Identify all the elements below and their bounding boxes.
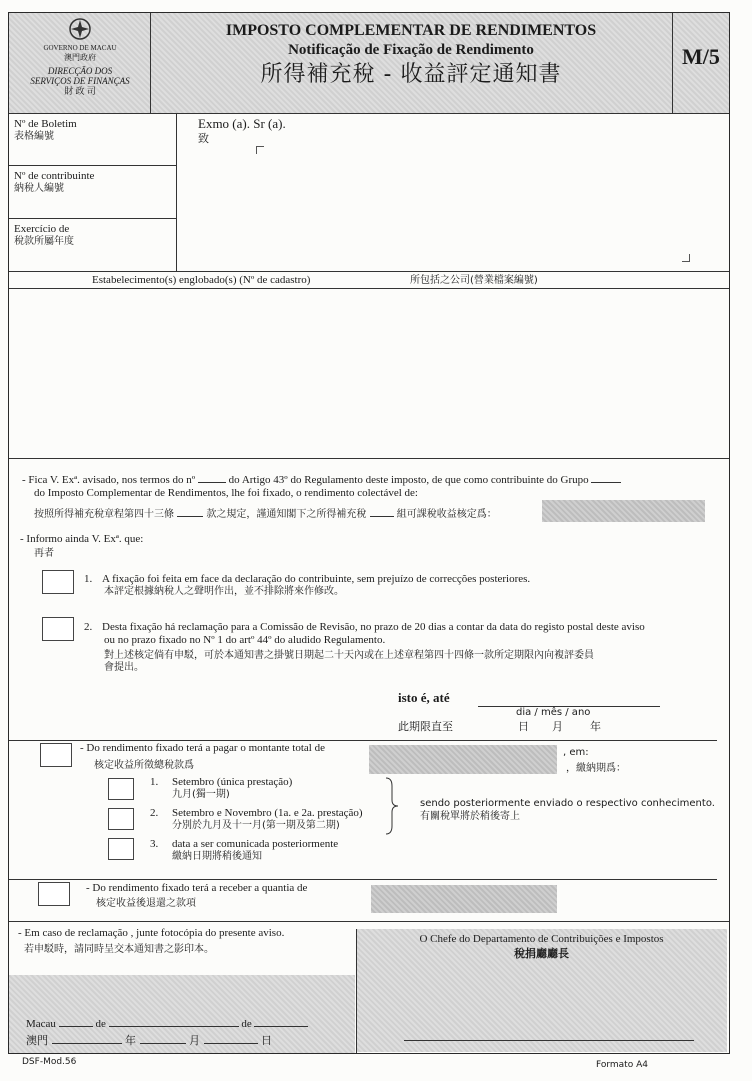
address-window-corner-br (682, 254, 690, 262)
payment-item-1-checkbox[interactable] (108, 778, 134, 800)
contribuinte-field[interactable] (14, 170, 174, 215)
payment-checkbox[interactable] (40, 743, 72, 767)
refund-amount-field[interactable] (371, 885, 557, 913)
deadline-zh-year: 年 (590, 720, 601, 733)
payment-item-1: 1. Setembro (única prestação) 九月(獨一期) (150, 776, 293, 800)
notice-line-2: do Imposto Complementar de Rendimentos, lhe foi fixado, o rendimento colectável de: (34, 487, 418, 499)
header-titles (152, 22, 670, 90)
title-portuguese-2: Notificação de Fixação de Rendimento (288, 42, 534, 58)
logo-line-5: 財 政 司 (64, 86, 96, 96)
signature-title-pt: O Chefe do Departamento de Contribuições e Impostos (419, 933, 664, 945)
title-chinese: 所得補充稅 - 收益評定通知書 (260, 62, 562, 87)
notice-zh-group-blank[interactable] (370, 507, 394, 517)
establishments-label-zh: 所包括之公司(營業檔案編號) (410, 275, 538, 286)
address-window-corner (256, 146, 264, 154)
payment-em-zh: ，繳納期爲： (566, 763, 626, 774)
payment-pt: - Do rendimento fixado terá a pagar o montante total de (80, 742, 325, 754)
logo-line-4: SERVIÇOS DE FINANÇAS (30, 76, 130, 86)
place-day-blank[interactable] (59, 1017, 93, 1027)
option-2: 2. Desta fixação há reclamação para a Comissão de Revisão, no prazo de 20 dias a contar da data do registo postal deste aviso ou no prazo fixado no Nº 1 do artº 44º do aludido Regulamento. 對上述核定倘有申駁，可於本通知書之掛號日期起二十天內或在上述章程第四十四條一款所定期限內向複評委員 會提出。 (84, 621, 645, 673)
refund-checkbox[interactable] (38, 882, 70, 906)
deadline-date-format: dia / mês / ano (516, 707, 591, 718)
claim-zh: 若申駁時，請同時呈交本通知書之影印本。 (24, 944, 214, 955)
form-code: M/5 (682, 44, 720, 69)
signature-line (404, 1040, 694, 1041)
establishments-header (92, 274, 692, 287)
boletim-field[interactable] (14, 118, 174, 163)
place-date-zh: 澳門 年 月 日 (26, 1034, 272, 1047)
deadline-zh-month: 月 (552, 720, 563, 733)
payment-item-2: 2. Setembro e Novembro (1a. e 2a. prestação) 分別於九月及十一月(第一期及第二期) (150, 807, 363, 831)
deadline-pt: isto é, até (398, 690, 450, 705)
emblem-icon (67, 16, 93, 42)
notice-zh-paragraph-blank[interactable] (177, 507, 203, 517)
inform-pt: - Informo ainda V. Exª. que: (20, 533, 144, 545)
payment-em-pt: , em: (563, 747, 589, 758)
notice-article-number-blank[interactable] (198, 473, 226, 483)
notice-line-3: 按照所得補充稅章程第四十三條 款之規定，謹通知閣下之所得補充稅 組可課稅收益核定爲： (34, 509, 497, 520)
income-amount-field[interactable] (542, 500, 705, 522)
exercicio-field[interactable] (14, 223, 174, 268)
refund-zh: 核定收益後退還之款項 (96, 898, 196, 909)
title-portuguese-1: IMPOSTO COMPLEMENTAR DE RENDIMENTOS (225, 22, 597, 39)
place-zh-month-blank[interactable] (140, 1034, 186, 1044)
place-zh-year-blank[interactable] (52, 1034, 122, 1044)
option-1-zh: 本評定根據納稅人之聲明作出，並不排除將來作修改。 (104, 586, 344, 597)
notice-line-1: - Fica V. Exª. avisado, nos termos do nº do Artigo 43º do Regulamento deste imposto, de que como contribuinte do Grupo (22, 473, 727, 487)
claim-pt: - Em caso de reclamação , junte fotocópia do presente aviso. (18, 927, 285, 939)
refund-pt: - Do rendimento fixado terá a receber a quantia de (86, 882, 308, 894)
option-1: 1. A fixação foi feita em face da declaração do contribuinte, sem prejuízo de correcções posteriores. 本評定根據納稅人之聲明作出，並不排除將來作修改。 (84, 573, 724, 598)
payment-amount-field[interactable] (369, 745, 557, 774)
exercicio-label-pt: Exercício de (14, 223, 70, 235)
logo-line-3: DIRECÇÃO DOS (47, 66, 113, 76)
contribuinte-label-zh: 納稅人編號 (14, 183, 64, 194)
boletim-label-zh: 表格編號 (14, 131, 54, 142)
logo-line-2: 澳門政府 (64, 53, 96, 62)
payment-brace-icon (384, 776, 400, 836)
format-label: Formato A4 (596, 1060, 648, 1070)
payment-zh: 核定收益所徵總稅款爲 (94, 760, 194, 771)
place-date-pt: Macau de de (26, 1017, 308, 1031)
place-year-blank[interactable] (254, 1017, 308, 1027)
model-code: DSF-Mod.56 (22, 1057, 77, 1067)
logo-line-1: GOVERNO DE MACAU (43, 44, 117, 52)
establishments-area[interactable] (10, 290, 728, 455)
place-month-blank[interactable] (109, 1017, 239, 1027)
inform-zh: 再者 (34, 548, 54, 559)
payment-item-3-checkbox[interactable] (108, 838, 134, 860)
boletim-label-pt: Nº de Boletim (14, 118, 77, 130)
deadline-zh-day: 日 (518, 720, 529, 733)
place-zh-day-blank[interactable] (204, 1034, 258, 1044)
establishments-label-pt: Estabelecimento(s) englobado(s) (Nº de cadastro) (92, 274, 311, 286)
payment-item-3: 3. data a ser comunicada posteriormente 繳納日期將稍後通知 (150, 838, 339, 862)
exercicio-label-zh: 稅款所屬年度 (14, 236, 74, 247)
addressee-area[interactable] (180, 116, 720, 266)
salutation-zh: 致 (198, 132, 209, 145)
contribuinte-label-pt: Nº de contribuinte (14, 170, 95, 182)
payment-note-zh: 有關稅單將於稍後寄上 (420, 811, 520, 822)
payment-note-pt: sendo posteriormente enviado o respectivo conhecimento. (420, 798, 715, 809)
option-1-checkbox[interactable] (42, 570, 74, 594)
government-logo (14, 16, 146, 110)
signature-title-zh: 稅捐廳廳長 (514, 947, 569, 960)
deadline-zh: 此期限直至 (398, 720, 453, 733)
notice-group-blank[interactable] (591, 473, 621, 483)
option-2-checkbox[interactable] (42, 617, 74, 641)
payment-item-2-checkbox[interactable] (108, 808, 134, 830)
salutation-pt: Exmo (a). Sr (a). (198, 116, 286, 131)
